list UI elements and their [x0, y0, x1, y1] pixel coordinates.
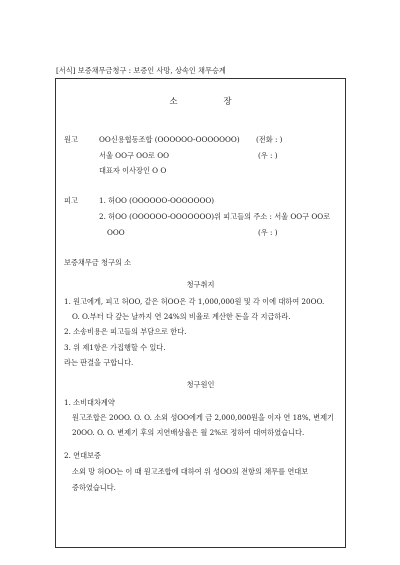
defendant-1: 1. 허OO (OOOOOO-OOOOOOO)	[99, 196, 215, 205]
plaintiff-address: 서울 OO구 OO로 OO	[99, 151, 169, 160]
case-name: 보증채무금 청구의 소	[64, 258, 132, 267]
cause-section-1-title: 1. 소비대차계약	[64, 398, 115, 407]
defendant-address-cont: OOO	[107, 228, 125, 237]
plaintiff-role: 원고	[64, 135, 78, 144]
cause-section-2-line-a: 소외 망 허OO는 이 때 원고조합에 대하여 위 성OO의 전항의 채무를 연대보	[72, 467, 309, 476]
cause-section-1-line-a: 원고조합은 20OO. O. O. 소외 성OO에게 금 2,000,000원을 이자 연 18%, 변제기	[72, 413, 334, 422]
defendant-2: 2. 허OO (OOOOOO-OOOOOOO)위 피고들의 주소 : 서울 OO구 OO로	[99, 212, 331, 221]
title-char-1: 소	[169, 96, 178, 106]
claim-closing: 라는 판결을 구합니다.	[64, 358, 134, 367]
defendant-zip: (우 : )	[258, 228, 278, 237]
plaintiff-name: OO신용협동조합 (OOOOOO-OOOOOOO)	[99, 135, 240, 144]
claim-item-1a: 1. 원고에게, 피고 허OO, 같은 허OO은 각 1,000,000원 및 각 이에 대하여 20OO.	[64, 297, 325, 306]
cause-section-2-title: 2. 연대보증	[64, 451, 101, 460]
cause-section-1-line-b: 20OO. O. O. 변제기 후의 지연배상율은 월 2%로 정하여 대여하였습니다.	[72, 428, 305, 437]
plaintiff-zip: (우 : )	[258, 151, 278, 160]
claim-heading: 청구취지	[186, 280, 215, 289]
plaintiff-phone: (전화 : )	[256, 135, 283, 144]
claim-item-2: 2. 소송비용은 피고들의 부담으로 한다.	[64, 327, 187, 336]
document-title	[55, 96, 346, 107]
plaintiff-representative: 대표자 이사장인 O O	[99, 166, 167, 175]
defendant-role: 피고	[64, 196, 78, 205]
cause-section-2-line-b: 증하였습니다.	[72, 483, 116, 492]
title-char-2: 장	[223, 96, 232, 106]
claim-item-1b: O. O.부터 다 갚는 날까지 연 24%의 비율로 계산한 돈을 각 지급하라.	[72, 312, 291, 321]
claim-item-3: 3. 위 제1항은 가집행할 수 있다.	[64, 343, 166, 352]
cause-heading: 청구원인	[186, 380, 215, 389]
form-label: [서식] 보증채무금청구 : 보증인 사망, 상속인 채무승계	[56, 66, 226, 75]
